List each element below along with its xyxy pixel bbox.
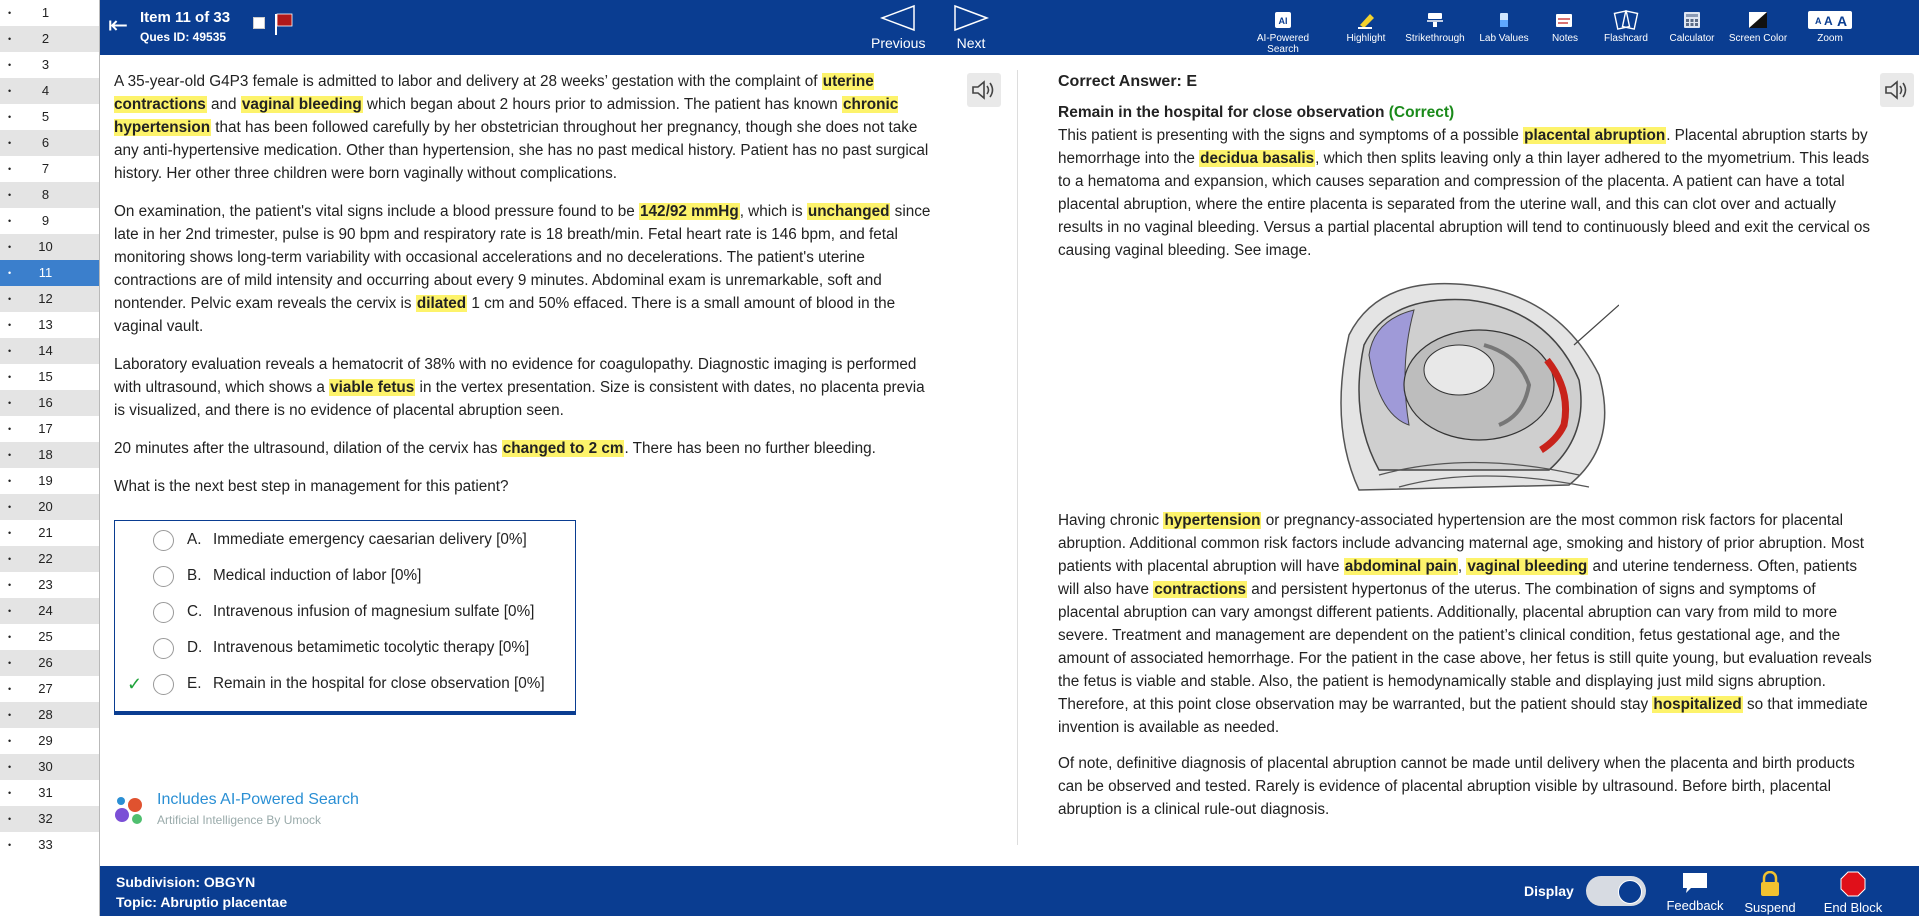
text-segment: . There has been no further bleeding. (624, 440, 876, 457)
answer-title: Remain in the hospital for close observation (1058, 104, 1385, 121)
question-nav-item[interactable] (0, 338, 99, 364)
tool-label: Highlight (1346, 33, 1386, 44)
question-number: 30 (38, 759, 53, 774)
text-segment: Laboratory evaluation reveals a hematocrit of 38% with no evidence for coagulopathy. Diagnostic imaging is performed with ultrasound, which shows a (114, 356, 917, 396)
bullet-icon: • (8, 371, 12, 382)
answer-option-c[interactable] (115, 597, 575, 627)
question-number: 11 (38, 265, 53, 280)
stem-paragraph-1 (114, 70, 932, 185)
bullet-icon: • (8, 579, 12, 590)
answer-text: Intravenous betamimetic tocolytic therapy [0%] (213, 639, 530, 656)
text-segment: , which then splits leaving only a thin layer adhered to the myometrium. This leads to a hematoma and expansion, which causes separation and compression of the placenta. A patient can have a total placental abruption, where the entire placenta is separated from the uterine wall, and this can clot over and actually results in no vaginal bleeding. Versus a partial placental abruption will tend to continuously bleed and exit the cervical os causing vaginal bleeding. See image. (1058, 150, 1871, 259)
placental-abruption-illustration (1319, 275, 1619, 495)
highlighted-term: vaginal bleeding (1467, 558, 1588, 575)
display-label: Display (1524, 883, 1574, 899)
stem-paragraph-3 (114, 353, 932, 422)
end-block-label: End Block (1823, 900, 1883, 915)
correct-answer-label: Correct Answer: E (1058, 73, 1197, 90)
question-number: 2 (41, 31, 50, 46)
question-prompt: What is the next best step in management for this patient? (114, 478, 509, 495)
bullet-icon: • (8, 397, 12, 408)
text-segment: Having chronic (1058, 512, 1164, 529)
stem-paragraph-4 (114, 437, 932, 460)
bullet-icon: • (8, 553, 12, 564)
question-number: 18 (38, 447, 53, 462)
bullet-icon: • (8, 85, 12, 96)
topic-label: Topic: Abruptio placentae (116, 894, 288, 910)
bullet-icon: • (8, 215, 12, 226)
text-segment: and persistent hypertonus of the uterus. The combination of signs and symptoms of placental abruption can vary amongst different patients. Additionally, placental abruption can vary from mild to more severe. Treatment and management are dependent on the patient’s clinical condition, fetus gestational age, and the amount of associated hemorrhage. For the patient in the case above, her fetus is still quite young, but evaluation reveals the fetus is viable and stable. Also, the patient is hemodynamically stable and displaying just mild signs abruption. Therefore, at this point close observation may be warranted, but the patient should stay (1058, 581, 1872, 713)
question-number: 27 (38, 681, 53, 696)
question-nav-item[interactable] (0, 26, 99, 52)
question-number: 33 (38, 837, 53, 852)
text-segment: A 35-year-old G4P3 female is admitted to labor and delivery at 28 weeks’ gestation with the complaint of (114, 73, 822, 90)
tool-flashcard[interactable] (1594, 7, 1658, 44)
answer-letter: E. (187, 675, 202, 692)
toggle-knob (1618, 880, 1642, 904)
question-number: 15 (38, 369, 53, 384)
question-nav-item[interactable] (0, 286, 99, 312)
bullet-icon: • (8, 787, 12, 798)
question-number: 9 (41, 213, 50, 228)
bullet-icon: • (8, 631, 12, 642)
suspend-label: Suspend (1744, 900, 1796, 915)
text-segment: in the vertex presentation. Size is consistent with dates, no placenta previa is visualized, and there is no evidence of placental abruption seen. (114, 379, 925, 419)
text-segment: which began about 2 hours prior to admission. The patient has known (362, 96, 842, 113)
calculator-icon (1662, 7, 1722, 33)
question-nav-item[interactable] (0, 702, 99, 728)
answer-text: Medical induction of labor [0%] (213, 567, 422, 584)
checkmark-icon: ✓ (127, 673, 143, 694)
question-number: 4 (41, 83, 50, 98)
text-segment: that has been followed carefully by her obstetrician throughout her pregnancy, though she does not take any anti-hypertensive medication. Other than hypertension, she has no past medical history. Patient has no past surgical history. Her other three children were born vaginally without complications. (114, 119, 929, 182)
bullet-icon: • (8, 7, 12, 18)
bottom-bar (100, 866, 1919, 916)
text-segment: On examination, the patient's vital signs include a blood pressure found to be (114, 203, 640, 220)
display-toggle[interactable] (1586, 876, 1646, 906)
lab-flask-icon (1474, 7, 1534, 33)
tool-lab-values[interactable] (1474, 7, 1534, 44)
question-id: Ques ID: 49535 (140, 30, 227, 44)
question-nav-item[interactable] (0, 650, 99, 676)
question-nav-item[interactable] (0, 416, 99, 442)
tool-screen-color[interactable] (1722, 7, 1794, 44)
tool-highlight[interactable] (1336, 7, 1396, 44)
question-nav-item[interactable] (0, 364, 99, 390)
flashcard-icon (1594, 7, 1658, 33)
question-number: 22 (38, 551, 53, 566)
item-counter: Item 11 of 33 (140, 9, 231, 26)
question-nav-item[interactable] (0, 676, 99, 702)
radio-button[interactable] (153, 602, 174, 623)
bullet-icon: • (8, 761, 12, 772)
question-nav-item[interactable] (0, 832, 99, 858)
question-number: 7 (41, 161, 50, 176)
answer-text: Remain in the hospital for close observation [0%] (213, 675, 545, 692)
question-number: 19 (38, 473, 53, 488)
end-block-button[interactable] (1818, 871, 1888, 915)
tool-calculator[interactable] (1662, 7, 1722, 44)
tool-label: Flashcard (1604, 33, 1648, 44)
question-nav-item[interactable] (0, 260, 99, 286)
previous-button[interactable] (871, 4, 925, 51)
question-nav-item[interactable] (0, 78, 99, 104)
speaker-icon (1884, 79, 1910, 101)
feedback-button[interactable] (1660, 871, 1730, 913)
notes-icon (1540, 7, 1590, 33)
subdivision-label: Subdivision: OBGYN (116, 874, 256, 890)
question-nav-item[interactable] (0, 130, 99, 156)
flag-icon[interactable] (274, 12, 294, 40)
bullet-icon: • (8, 605, 12, 616)
text-segment: since late in her 2nd trimester, pulse is 90 bpm and respiratory rate is 18 breath/min. Fetal heart rate is 146 bpm, and fetal monitoring shows long-term variability with occasional accelerations and no decelerations. The patient's uterine contractions are of mild intensity and occurring about every 9 minutes. Abdominal exam is unremarkable, soft and nontender. Pelvic exam reveals the cervix is (114, 203, 931, 312)
answer-option-e[interactable] (115, 669, 575, 699)
question-number: 10 (38, 239, 53, 254)
bullet-icon: • (8, 163, 12, 174)
svg-text:AI: AI (1278, 16, 1288, 26)
tool-label: Notes (1551, 33, 1579, 44)
highlighted-term: unchanged (807, 203, 890, 220)
back-arrow-icon[interactable]: ⇤ (108, 12, 129, 39)
bullet-icon: • (8, 111, 12, 122)
question-nav-item[interactable] (0, 52, 99, 78)
question-nav-item[interactable] (0, 390, 99, 416)
bullet-icon: • (8, 423, 12, 434)
tool-label: Strikethrough (1405, 33, 1465, 44)
answer-option-b[interactable] (115, 561, 575, 591)
question-number: 17 (38, 421, 53, 436)
question-audio-button[interactable] (967, 73, 1001, 107)
question-number: 32 (38, 811, 53, 826)
question-number: 3 (41, 57, 50, 72)
highlighted-term: placental abruption (1524, 127, 1666, 144)
svg-text:A: A (1837, 13, 1848, 29)
text-segment: Of note, definitive diagnosis of placental abruption cannot be made until delivery when the placenta and birth products can be observed and tested. Rarely is evidence of placental abruption visible by ultrasound. Before birth, placental abruption is a clinical rule-out diagnosis. (1058, 755, 1855, 818)
text-segment: , (1457, 558, 1467, 575)
answer-choices (114, 520, 576, 715)
promo-title: Includes AI-Powered Search (157, 791, 359, 808)
explanation-pane (1058, 70, 1880, 834)
highlighted-term: viable fetus (330, 379, 415, 396)
question-nav-item[interactable] (0, 234, 99, 260)
bullet-icon: • (8, 33, 12, 44)
question-number: 25 (38, 629, 53, 644)
bullet-icon: • (8, 475, 12, 486)
answer-text: Intravenous infusion of magnesium sulfate [0%] (213, 603, 535, 620)
radio-button[interactable] (153, 638, 174, 659)
question-number: 23 (38, 577, 53, 592)
question-nav-item[interactable] (0, 624, 99, 650)
previous-label: Previous (871, 35, 926, 51)
text-segment: 1 cm and 50% effaced. There is a small amount of blood in the vaginal vault. (114, 295, 896, 335)
question-number: 5 (41, 109, 50, 124)
question-stem (114, 70, 932, 513)
answer-option-d[interactable] (115, 633, 575, 663)
bullet-icon: • (8, 267, 12, 278)
feedback-bubble-icon (1681, 871, 1709, 895)
text-segment: so that immediate invention is available as needed. (1058, 696, 1868, 736)
bullet-icon: • (8, 813, 12, 824)
tool-label: Lab Values (1479, 33, 1529, 44)
triangle-right-icon (953, 4, 989, 32)
question-number: 28 (38, 707, 53, 722)
bullet-icon: • (8, 657, 12, 668)
question-number: 31 (38, 785, 53, 800)
speaker-icon (971, 79, 997, 101)
bullet-icon: • (8, 137, 12, 148)
tool-label: Zoom (1817, 33, 1843, 44)
text-segment: or pregnancy-associated hypertension are the most common risk factors for placental abruption. Additional common risk factors include advancing maternal age, smoking and history of prior abruption. Most patients with placental abruption will have (1058, 512, 1865, 575)
question-nav-item[interactable] (0, 182, 99, 208)
question-number: 14 (38, 343, 53, 358)
highlighted-term: decidua basalis (1200, 150, 1315, 167)
question-nav-item[interactable] (0, 494, 99, 520)
tool-ai-search[interactable] (1240, 7, 1326, 55)
question-number: 8 (41, 187, 50, 202)
highlighted-term: hypertension (1164, 512, 1261, 529)
question-number: 26 (38, 655, 53, 670)
question-nav-item[interactable] (0, 572, 99, 598)
question-number: 20 (38, 499, 53, 514)
question-number: 13 (38, 317, 53, 332)
highlighted-term: dilated (416, 295, 467, 312)
zoom-text-icon (1800, 7, 1860, 33)
question-number: 6 (41, 135, 50, 150)
screen-color-icon (1722, 7, 1794, 33)
question-number: 24 (38, 603, 53, 618)
answer-title-line (1058, 101, 1880, 124)
answer-letter: D. (187, 639, 203, 656)
question-nav-item[interactable] (0, 312, 99, 338)
bullet-icon: • (8, 735, 12, 746)
question-nav-item[interactable] (0, 468, 99, 494)
bullet-icon: • (8, 683, 12, 694)
next-button[interactable] (953, 4, 989, 51)
question-nav-item[interactable] (0, 728, 99, 754)
question-number: 21 (38, 525, 53, 540)
bullet-icon: • (8, 345, 12, 356)
tool-notes[interactable] (1540, 7, 1590, 44)
question-nav-item[interactable] (0, 104, 99, 130)
explanation-paragraph-3 (1058, 752, 1880, 821)
stop-octagon-icon (1840, 871, 1866, 897)
explanation-paragraph-2 (1058, 509, 1880, 739)
bullet-icon: • (8, 319, 12, 330)
text-segment: This patient is presenting with the signs and symptoms of a possible (1058, 127, 1524, 144)
answer-text: Immediate emergency caesarian delivery [0%] (213, 531, 527, 548)
promo-subtitle: Artificial Intelligence By Umock (157, 813, 322, 827)
bullet-icon: • (8, 189, 12, 200)
tool-label: AI-Powered Search (1256, 33, 1310, 55)
radio-button[interactable] (153, 674, 174, 695)
question-nav-item[interactable] (0, 156, 99, 182)
next-label: Next (956, 35, 986, 51)
highlighted-term: chronic hypertension (114, 96, 899, 136)
question-nav-item[interactable] (0, 780, 99, 806)
suspend-button[interactable] (1740, 871, 1800, 915)
explanation-paragraph-1 (1058, 124, 1880, 262)
text-segment: , which is (739, 203, 807, 220)
question-nav-item[interactable] (0, 598, 99, 624)
text-segment: and (206, 96, 241, 113)
bullet-icon: • (8, 241, 12, 252)
question-navigator (0, 0, 100, 916)
strikethrough-icon (1402, 7, 1468, 33)
tool-zoom[interactable] (1800, 7, 1860, 44)
text-segment: . Placental abruption starts by hemorrhage into the (1058, 127, 1868, 167)
highlighted-term: 142/92 mmHg (640, 203, 739, 220)
svg-text:A: A (1815, 16, 1822, 26)
highlighted-term: uterine contractions (114, 73, 874, 113)
question-number: 29 (38, 733, 53, 748)
answer-status: (Correct) (1388, 104, 1455, 121)
top-toolbar (100, 0, 1919, 55)
explanation-audio-button[interactable] (1880, 73, 1914, 107)
bullet-icon: • (8, 449, 12, 460)
bullet-icon: • (8, 527, 12, 538)
bullet-icon: • (8, 293, 12, 304)
bullet-icon: • (8, 59, 12, 70)
question-nav-item[interactable] (0, 208, 99, 234)
feedback-label: Feedback (1666, 898, 1724, 913)
question-nav-item[interactable] (0, 520, 99, 546)
radio-button[interactable] (153, 530, 174, 551)
answer-option-a[interactable] (115, 525, 575, 555)
tool-label: Calculator (1669, 33, 1715, 44)
triangle-left-icon (880, 4, 916, 32)
svg-text:A: A (1824, 14, 1833, 28)
answer-letter: C. (187, 603, 203, 620)
stem-paragraph-2 (114, 200, 932, 338)
bullet-icon: • (8, 709, 12, 720)
ai-bubbles-icon (113, 793, 147, 827)
highlighted-term: contractions (1154, 581, 1247, 598)
question-nav-item[interactable] (0, 754, 99, 780)
text-segment: and uterine tenderness. Often, patients will also have (1058, 558, 1857, 598)
highlighted-term: vaginal bleeding (241, 96, 362, 113)
radio-button[interactable] (153, 566, 174, 587)
ai-search-icon (1240, 7, 1326, 33)
highlighted-term: changed to 2 cm (502, 440, 624, 457)
question-number: 1 (41, 5, 50, 20)
pane-divider (1017, 70, 1018, 845)
tool-strikethrough[interactable] (1402, 7, 1468, 44)
question-nav-item[interactable] (0, 442, 99, 468)
question-number: 16 (38, 395, 53, 410)
bullet-icon: • (8, 501, 12, 512)
question-nav-item[interactable] (0, 546, 99, 572)
question-nav-item[interactable] (0, 0, 99, 26)
tool-label: Screen Color (1728, 33, 1788, 44)
bullet-icon: • (8, 839, 12, 850)
highlighted-term: hospitalized (1653, 696, 1742, 713)
lock-icon (1758, 871, 1782, 897)
answer-letter: A. (187, 531, 202, 548)
question-nav-item[interactable] (0, 806, 99, 832)
question-number: 12 (38, 291, 53, 306)
highlighter-icon (1336, 7, 1396, 33)
mark-checkbox[interactable] (253, 17, 265, 29)
highlighted-term: abdominal pain (1344, 558, 1457, 575)
answer-letter: B. (187, 567, 202, 584)
text-segment: 20 minutes after the ultrasound, dilation of the cervix has (114, 440, 502, 457)
